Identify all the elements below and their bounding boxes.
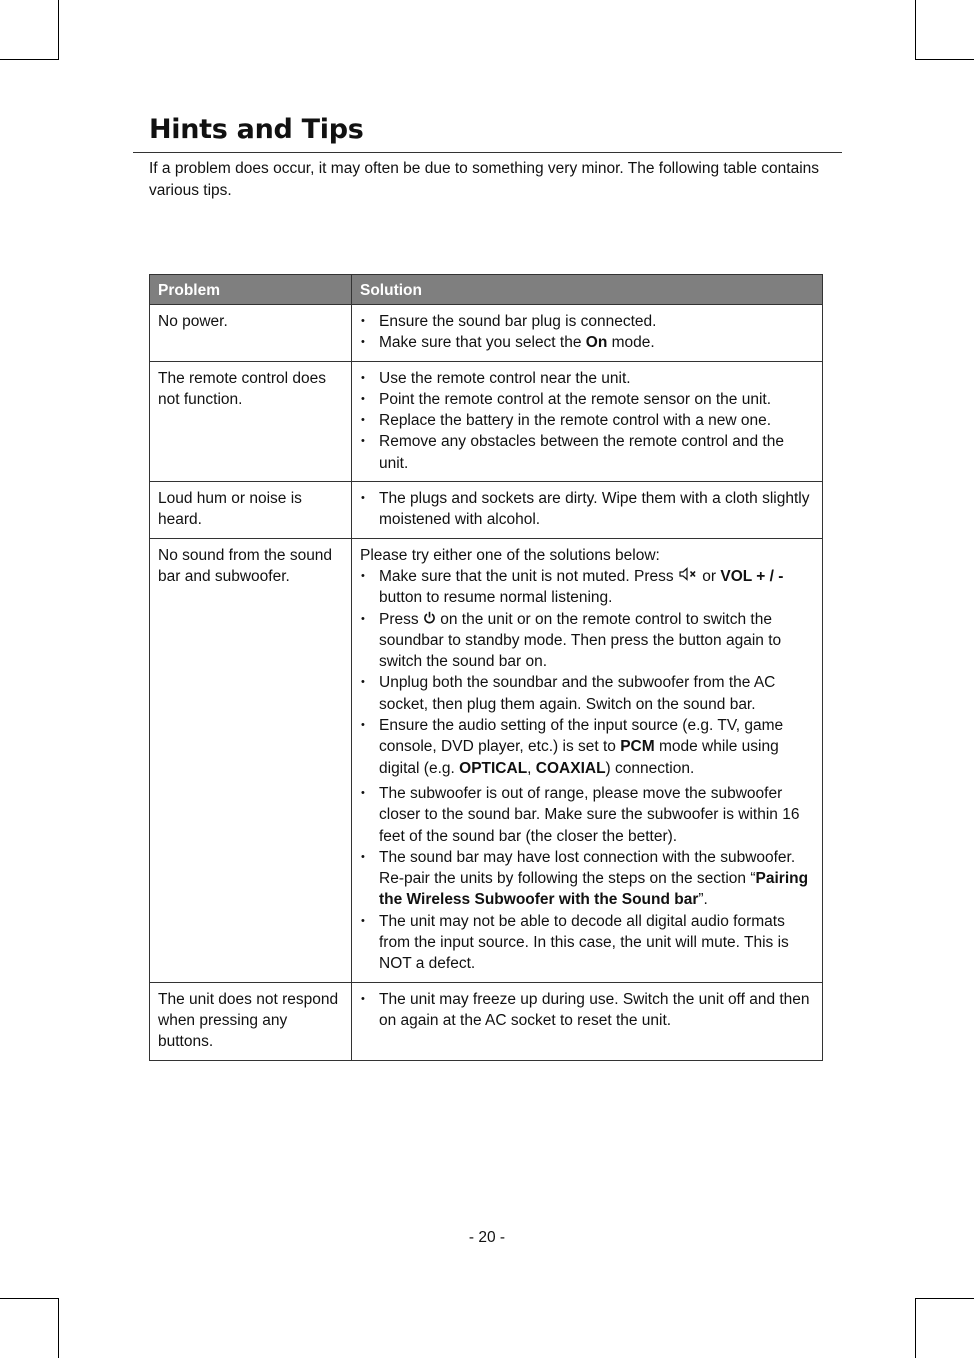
solution-text: ) connection. xyxy=(605,759,695,777)
list-item xyxy=(360,332,814,353)
table-row xyxy=(150,982,823,1060)
solution-text: Make sure that you select the xyxy=(379,334,586,352)
pairing-section-ref: Pairing the Wireless Subwoofer with the Sound bar xyxy=(379,870,809,909)
list-item: • The unit may not be able to decode all digital audio formats from the input source. In this case, the unit will mute. This is NOT a defect. xyxy=(360,911,814,975)
list-item: • Ensure the sound bar plug is connected. xyxy=(360,311,814,332)
solution-cell xyxy=(352,538,823,982)
list-item xyxy=(360,715,814,779)
list-item xyxy=(360,847,814,911)
table-row xyxy=(150,538,823,982)
list-item: • Remove any obstacles between the remote control and the unit. xyxy=(360,431,814,474)
problem-cell: No power. xyxy=(150,305,352,362)
power-icon xyxy=(423,609,436,630)
coaxial-label: COAXIAL xyxy=(535,759,606,777)
solution-cell xyxy=(352,305,823,362)
solution-list xyxy=(360,488,814,531)
solution-text: Press xyxy=(379,610,423,628)
problem-cell: Loud hum or noise is heard. xyxy=(150,482,352,539)
crop-mark xyxy=(915,59,974,60)
solution-list xyxy=(360,566,814,975)
list-item: • Unplug both the soundbar and the subwoofer from the AC socket, then plug them again. Switch on the sound bar. xyxy=(360,672,814,715)
solution-text: mode while using digital (e.g. xyxy=(379,738,779,777)
solution-text: button to resume normal listening. xyxy=(379,589,613,607)
page-number: - 20 - xyxy=(468,1229,506,1246)
solution-text: ”. xyxy=(698,891,708,909)
solution-text: The sound bar may have lost connection with the subwoofer. Re-pair the units by following the steps on the section “ xyxy=(379,848,796,888)
solution-cell xyxy=(352,361,823,481)
problem-cell: The unit does not respond when pressing any buttons. xyxy=(150,982,352,1060)
solution-text: , xyxy=(527,759,536,777)
header-solution: Solution xyxy=(352,275,823,305)
pcm-label: PCM xyxy=(620,738,655,756)
list-item: • Replace the battery in the remote control with a new one. xyxy=(360,410,814,431)
list-item: • The subwoofer is out of range, please move the subwoofer closer to the sound bar. Make sure the subwoofer is within 16 feet of the sound bar (the closer the better). xyxy=(360,783,814,847)
solution-list xyxy=(360,368,814,474)
title-divider xyxy=(133,152,842,153)
crop-mark xyxy=(58,1298,59,1358)
intro-text: If a problem does occur, it may often be due to something very minor. The following table contains various tips. xyxy=(149,160,820,199)
crop-mark xyxy=(58,0,59,60)
crop-mark xyxy=(0,1298,59,1299)
solution-list xyxy=(360,311,814,354)
list-item xyxy=(360,609,814,673)
solution-cell xyxy=(352,482,823,539)
optical-label: OPTICAL xyxy=(459,759,528,777)
table-row xyxy=(150,482,823,539)
solution-list xyxy=(360,989,814,1032)
solution-text: Ensure the audio setting of the input source (e.g. TV, game console, DVD player, etc.) is set to xyxy=(379,717,784,756)
problem-cell: The remote control does not function. xyxy=(150,361,352,481)
vol-button-label: VOL + / - xyxy=(720,567,784,585)
solution-text: on the unit or on the remote control to switch the soundbar to standby mode. Then press the button again to switch the sound bar on. xyxy=(379,610,782,671)
crop-mark xyxy=(915,0,916,60)
crop-mark xyxy=(915,1298,916,1358)
list-item: • The unit may freeze up during use. Switch the unit off and then on again at the AC socket to reset the unit. xyxy=(360,989,814,1032)
mute-icon xyxy=(678,566,698,587)
crop-mark xyxy=(0,59,59,60)
problem-cell: No sound from the sound bar and subwoofer. xyxy=(150,538,352,982)
hints-table xyxy=(149,274,823,1061)
list-item: • The plugs and sockets are dirty. Wipe them with a cloth slightly moistened with alcohol. xyxy=(360,488,814,531)
solution-lead: Please try either one of the solutions below: xyxy=(360,546,660,564)
table-row xyxy=(150,361,823,481)
solution-text: or xyxy=(697,567,721,585)
on-mode-label: On xyxy=(585,334,608,352)
list-item: • Point the remote control at the remote sensor on the unit. xyxy=(360,389,814,410)
table-row xyxy=(150,305,823,362)
table-header-row xyxy=(150,275,823,305)
solution-text: Make sure that the unit is not muted. Press xyxy=(379,567,678,585)
list-item: • Use the remote control near the unit. xyxy=(360,368,814,389)
solution-text: mode. xyxy=(607,334,655,352)
header-problem: Problem xyxy=(150,275,352,305)
solution-cell xyxy=(352,982,823,1060)
crop-mark xyxy=(915,1298,974,1299)
list-item xyxy=(360,566,814,609)
page-title: Hints and Tips xyxy=(149,114,364,145)
